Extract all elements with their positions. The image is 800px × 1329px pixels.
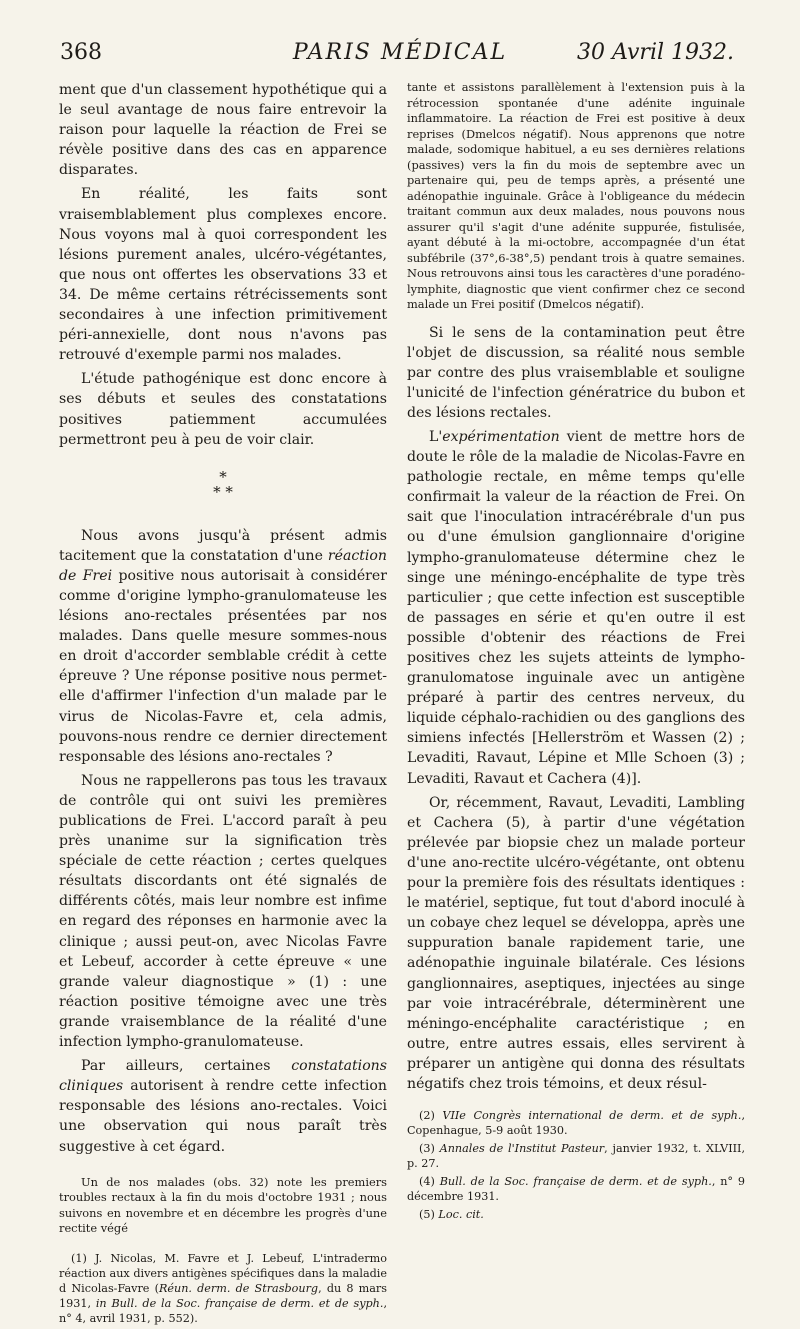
- right-column: [407, 80, 745, 1225]
- left-column: [59, 80, 387, 1329]
- observation-text-continued: tante et assistons parallèlement à l'extension puis à la rétrocession spontanée d'une adénite inguinale inflammatoire. La réaction de Frei est positive à deux reprises (Dmelcos négatif). Nous apprenons que notre malade, sodomique habituel, a eu ses dernières relations (passives) vers la fin du mois de septembre avec un partenaire qui, peu de temps après, a présenté une adénopathie inguinale. Grâce à l'obligeance du médecin traitant commun aux deux malades, nous pouvons nous assurer qu'il s'agit d'une adénite suppurée, fistulisée, ayant débuté à la mi-octobre, accompagnée d'un état subfébrile (37°,6-38°,5) pendant trois à quatre semaines. Nous retrouvons ainsi tous les caractères d'une poradéno-lymphite, diagnostic que vient confirmer chez ce second malade un Frei positif (Dmelcos négatif).: [407, 80, 745, 311]
- paragraph: En réalité, les faits sont vraisemblablement plus complexes encore. Nous voyons mal à quoi correspondent les lésions purement anales, ulcéro-végétantes, que nous ont offertes les observations 33 et 34. De même certains rétrécissements sont secondaires à une infection primitivement péri-annexielle, dont nous n'avons pas retrouvé d'exemple parmi nos malades.: [59, 186, 387, 364]
- observation-text: Un de nos malades (obs. 32) note les premiers troubles rectaux à la fin du mois d'octobre 1931 ; nous suivons en novembre et en décembre les progrès d'une rectite végé: [59, 1174, 387, 1236]
- paragraph: Nous avons jusqu'à présent admis tacitement que la constatation d'une réaction de Frei positive nous autorisait à considérer comme d'origine lympho-granulomateuse les lésions ano-rectales présentées par nos malades. Dans quelle mesure sommes-nous en droit d'accorder semblable crédit à cette épreuve ? Une réponse positive nous permet-elle d'affirmer l'infection d'un malade par le virus de Nicolas-Favre et, cela admis, pouvons-nous rendre ce dernier directement responsable des lésions ano-rectales ?: [59, 527, 387, 765]
- footnote-5: (5) Loc. cit.: [419, 1208, 484, 1222]
- footnote-2: (2) VIIe Congrès international de derm. et de syph., Copenhague, 5-9 août 1930.: [407, 1109, 745, 1138]
- asterism-bottom: * *: [213, 482, 233, 501]
- emphasis: réaction de Frei: [59, 547, 387, 584]
- paragraph: Si le sens de la contamination peut être l'objet de discussion, sa réalité nous semble par contre des plus vraisemblable et souligne l'unicité de l'infection génératrice du bubon et des lésions rectales.: [407, 324, 745, 421]
- asterism-top: *: [219, 467, 227, 486]
- paragraph: L'étude pathogénique est donc encore à ses débuts et seules des constatations positives patiemment accumulées permettront peu à peu de voir clair.: [59, 371, 387, 448]
- running-header: [0, 40, 800, 74]
- footnotes: [407, 1108, 745, 1222]
- footnote-3: (3) Annales de l'Institut Pasteur, janvier 1932, t. XLVIII, p. 27.: [407, 1142, 746, 1171]
- paragraph: Or, récemment, Ravaut, Levaditi, Lambling et Cachera (5), à partir d'une végétation prélevée par biopsie chez un malade porteur d'une ano-rectite ulcéro-végétante, ont obtenu pour la première fois des résultats identiques : le matériel, septique, fut tout d'abord inoculé à un cobaye chez lequel se développa, après une suppuration banale rapidement tarie, une adénopathie inguinale bilatérale. Ces lésions ganglionnaires, aseptiques, injectées au singe par voie intracérébrale, déterminèrent une méningo-encéphalite caractéristique ; en outre, entre autres essais, elles servirent à préparer un antigène qui donna des résultats négatifs chez trois témoins, et deux résul-: [407, 794, 745, 1092]
- issue-date: 30 Avril 1932.: [577, 40, 734, 65]
- footnote-1: (1) J. Nicolas, M. Favre et J. Lebeuf, L'intradermo réaction aux divers antigènes spécifiques dans la maladie d Nicolas-Favre (Réun. derm. de Strasbourg, du 8 mars 1931, in Bull. de la Soc. française de derm. et de syph., n° 4, avril 1931, p. 552).: [59, 1251, 387, 1325]
- page-number: 368: [60, 40, 102, 65]
- footnote-4: (4) Bull. de la Soc. française de derm. et de syph., n° 9 décembre 1931.: [407, 1175, 745, 1204]
- emphasis: constatations cliniques: [59, 1058, 387, 1095]
- paragraph: Nous ne rappellerons pas tous les travaux de contrôle qui ont suivi les premières publications de Frei. L'accord paraît à peu près unanime sur la signification très spéciale de cette réaction ; certes quelques résultats discordants ont été signalés de différents côtés, mais leur nombre est infime en regard des réponses en harmonie avec la clinique ; aussi peut-on, avec Nicolas Favre et Lebeuf, accorder à cette épreuve « une grande valeur diagnostique » (1) : une réaction positive témoigne avec une très grande vraisemblance de la réalité d'une infection lympho-granulomateuse.: [59, 772, 387, 1051]
- footnotes: [59, 1251, 387, 1326]
- journal-title: PARIS MÉDICAL: [292, 40, 508, 65]
- paragraph: Par ailleurs, certaines constatations cliniques autorisent à rendre cette infection responsable des lésions ano-rectales. Voici une observation qui nous paraît très suggestive à cet égard.: [59, 1058, 387, 1155]
- paragraph: ment que d'un classement hypothétique qui a le seul avantage de nous faire entrevoir la raison pour laquelle la réaction de Frei se révèle positive dans des cas en apparence disparates.: [59, 82, 387, 179]
- paragraph: L'expérimentation vient de mettre hors de doute le rôle de la maladie de Nicolas-Favre en pathologie rectale, en même temps qu'elle confirmait la valeur de la réaction de Frei. On sait que l'inoculation intracérébrale d'un pus ou d'une émulsion ganglionnaire d'origine lympho-granulomateuse détermine chez le singe une méningo-encéphalite de type très particulier ; que cette infection est susceptible de passages en série et qu'en outre il est possible d'obtenir des réactions de Frei positives chez les sujets atteints de lympho-granulomatose inguinale avec un antigène préparé à partir des centres nerveux, du liquide céphalo-rachidien ou des ganglions des simiens infectés [Hellerström et Wassen (2) ; Levaditi, Ravaut, Lépine et Mlle Schoen (3) ; Levaditi, Ravaut et Cachera (4)].: [407, 428, 745, 787]
- emphasis: expérimentation: [442, 428, 560, 445]
- section-asterism: [59, 467, 387, 501]
